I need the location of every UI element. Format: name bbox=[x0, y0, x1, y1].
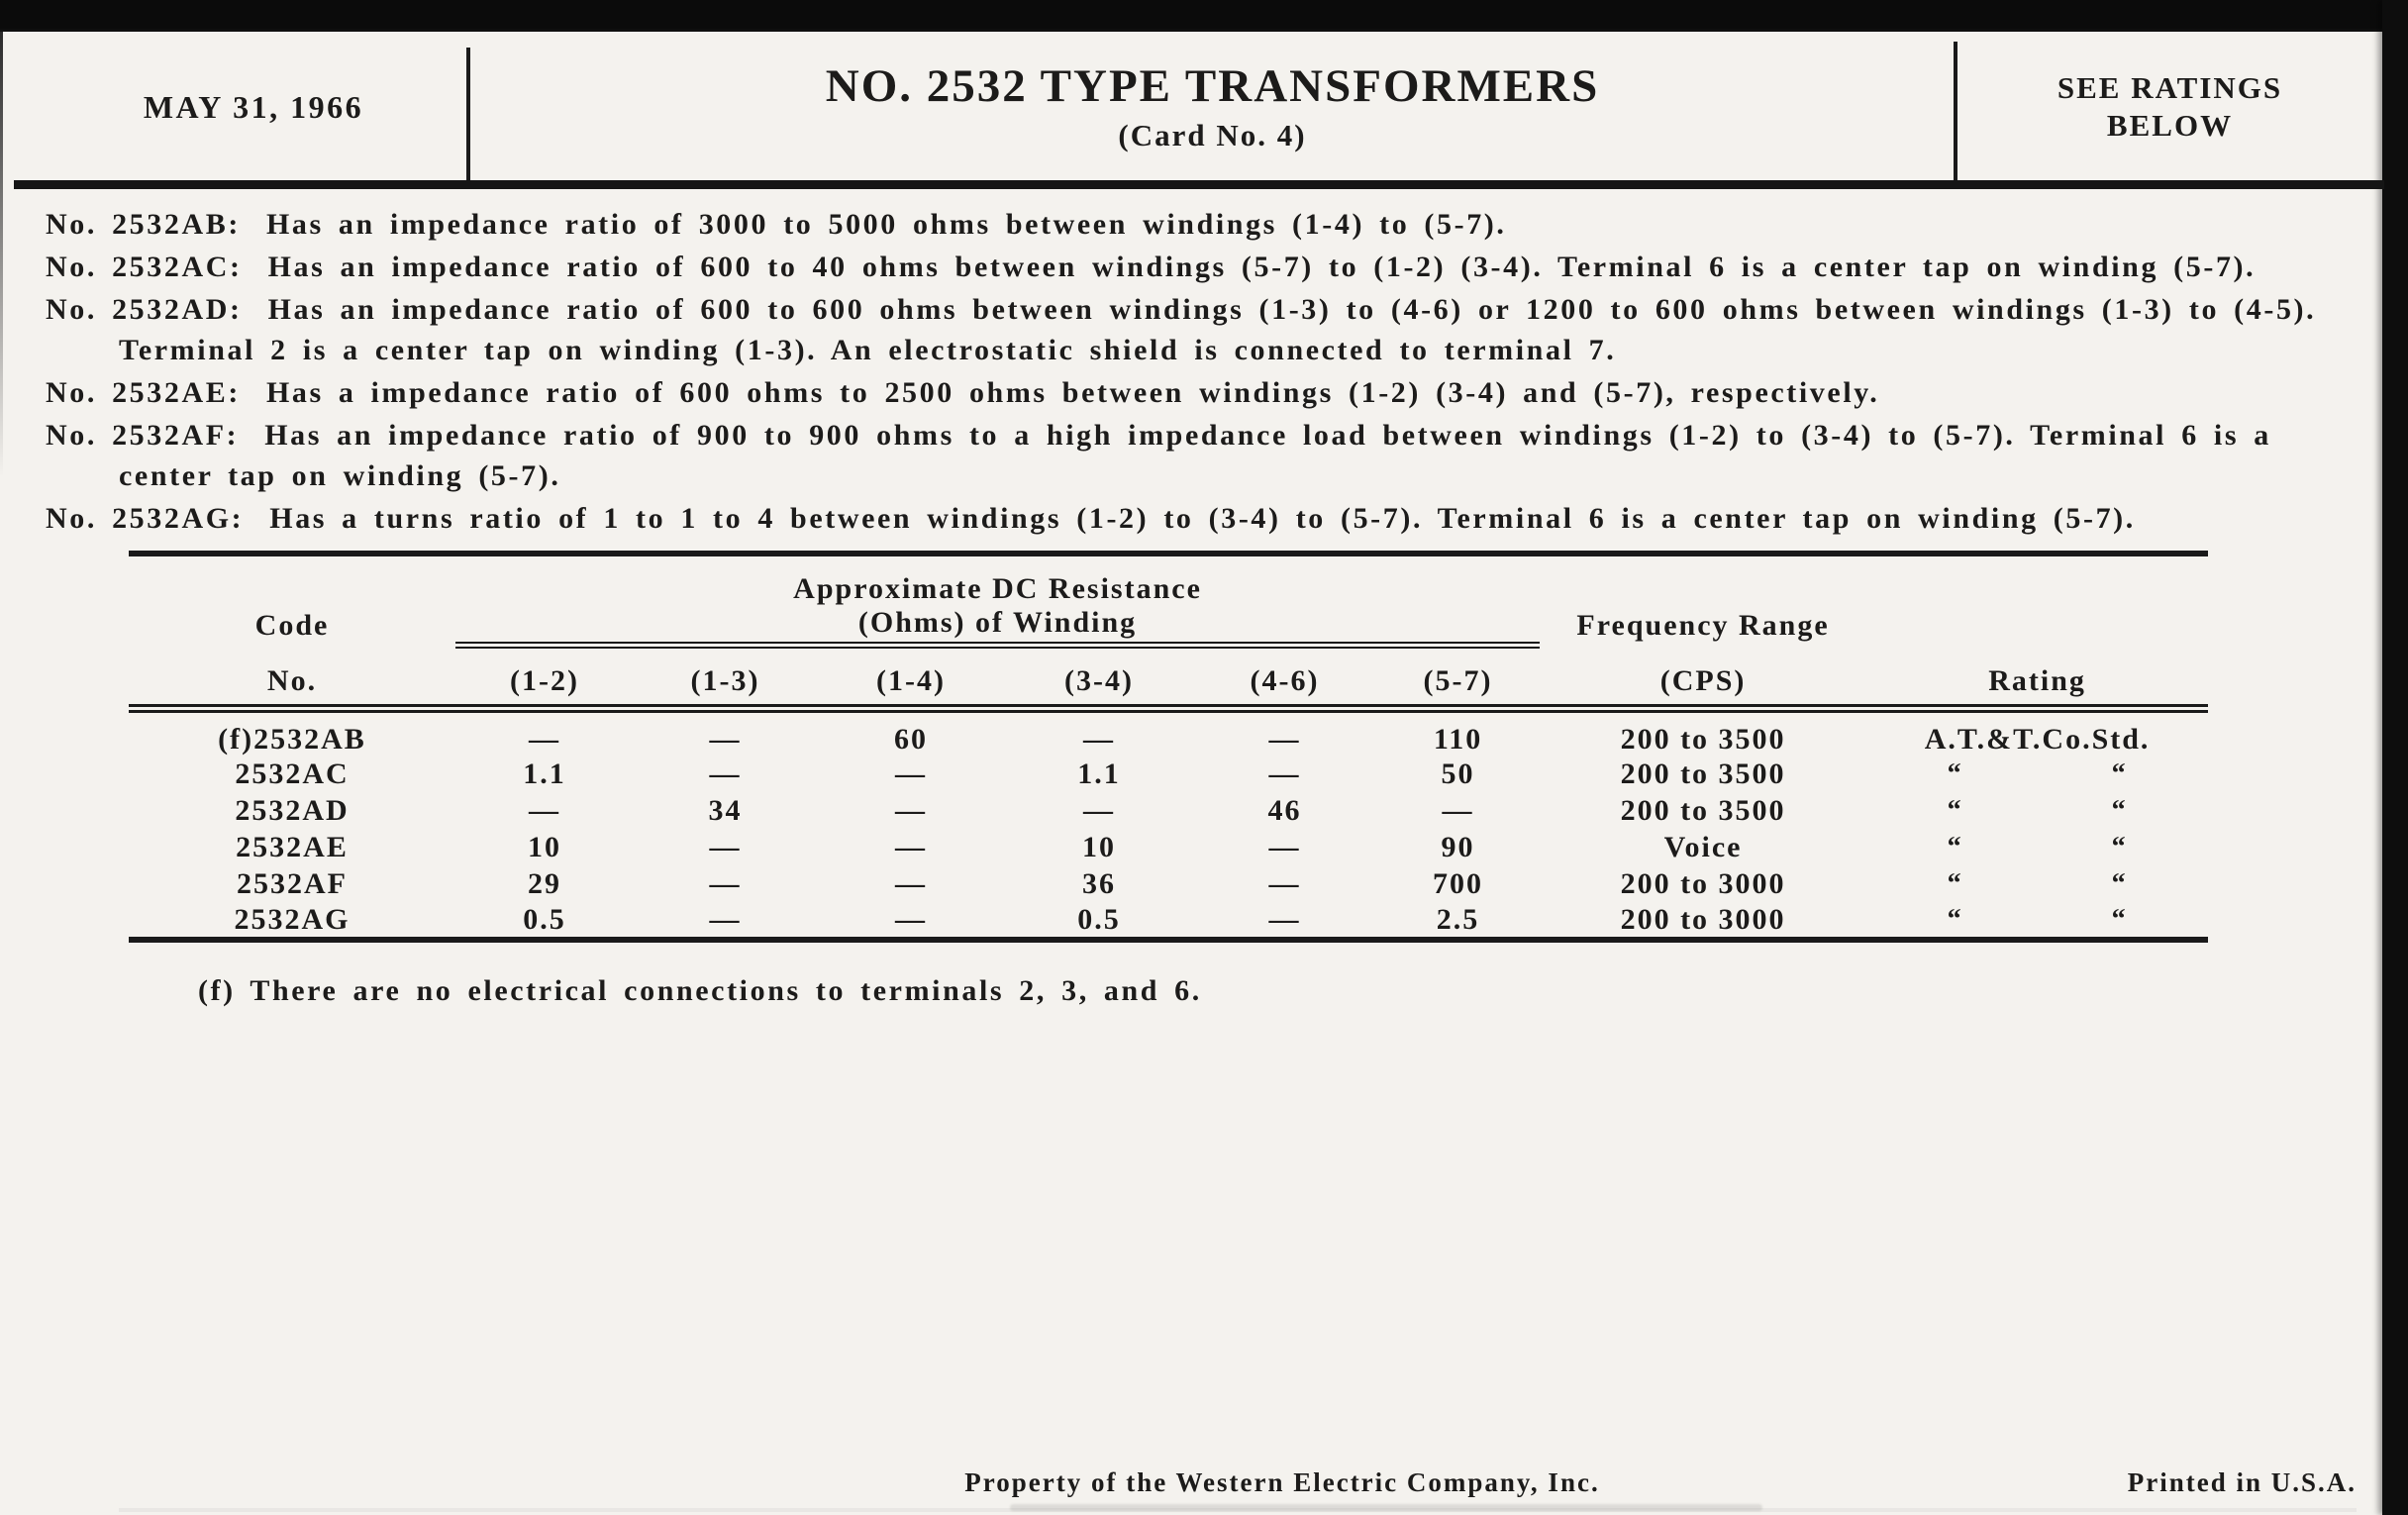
description-item bbox=[46, 498, 2372, 539]
resistance-cell: — bbox=[1442, 794, 1474, 827]
resistance-cell: 1.1 bbox=[523, 758, 566, 790]
resistance-cell: 50 bbox=[1441, 758, 1475, 790]
footnote: (f) There are no electrical connections to terminals 2, 3, and 6. bbox=[198, 974, 1202, 1007]
scan-top-black-band bbox=[0, 0, 2408, 32]
ditto-mark: “ bbox=[1947, 868, 1963, 899]
frequency-header-line2: (CPS) bbox=[1540, 645, 1866, 708]
rating-header: Rating bbox=[1866, 645, 2208, 708]
resistance-cell: — bbox=[709, 758, 742, 790]
description-item bbox=[46, 204, 2372, 245]
ditto-mark: “ bbox=[1947, 832, 1963, 862]
rating-cell bbox=[1866, 793, 2208, 830]
model-description: Has a turns ratio of 1 to 1 to 4 between windings (1-2) to (3-4) to (5-7). Terminal 6 is a center tap on winding (5-7). bbox=[269, 502, 2136, 535]
resistance-cell: — bbox=[1268, 758, 1301, 790]
issue-date: MAY 31, 1966 bbox=[143, 88, 364, 125]
frequency-cell: 200 to 3500 bbox=[1620, 758, 1786, 790]
resistance-cell: 700 bbox=[1433, 867, 1484, 900]
description-item bbox=[46, 247, 2372, 287]
resistance-cell: — bbox=[529, 794, 560, 827]
ditto-mark: “ bbox=[2111, 903, 2128, 935]
resistance-cell: — bbox=[709, 722, 742, 756]
resistance-cell: — bbox=[709, 831, 742, 863]
description-item bbox=[46, 415, 2372, 496]
resistance-cell: 10 bbox=[1082, 831, 1116, 863]
resistance-cell: — bbox=[1083, 722, 1115, 756]
ditto-mark: “ bbox=[2111, 832, 2128, 862]
resistance-cell: 46 bbox=[1267, 794, 1302, 827]
resistance-cell: — bbox=[1268, 902, 1301, 936]
ditto-mark: “ bbox=[1947, 795, 1963, 826]
card-header bbox=[16, 32, 2382, 182]
description-list bbox=[46, 204, 2372, 541]
table-row bbox=[129, 830, 2208, 866]
resistance-cell: 2.5 bbox=[1436, 902, 1480, 936]
resistance-cell: 29 bbox=[528, 867, 561, 900]
resistance-span-header-line2: (Ohms) of Winding bbox=[857, 605, 1138, 639]
model-code-label: No. 2532AE: bbox=[46, 376, 241, 409]
model-description: Has an impedance ratio of 600 to 40 ohms between windings (5-7) to (1-2) (3-4). Terminal 6 is a center tap on winding (5-7). bbox=[267, 251, 2257, 283]
resistance-cell: — bbox=[529, 722, 560, 756]
resistance-cell: — bbox=[895, 867, 927, 900]
card-subtitle: (Card No. 4) bbox=[1118, 118, 1307, 152]
resistance-cell: 60 bbox=[894, 722, 928, 756]
resistance-cell: — bbox=[895, 902, 927, 936]
header-title-block bbox=[471, 32, 1954, 182]
rating-cell bbox=[1866, 830, 2208, 866]
code-header-line2: No. bbox=[129, 645, 455, 708]
resistance-cell: — bbox=[1083, 794, 1115, 827]
code-cell: 2532AD bbox=[235, 794, 350, 827]
winding-col-3-4: (3-4) bbox=[1005, 645, 1193, 708]
frequency-cell: 200 to 3500 bbox=[1620, 722, 1786, 756]
resistance-cell: — bbox=[895, 794, 927, 827]
code-cell: 2532AG bbox=[234, 902, 351, 936]
header-rule bbox=[14, 180, 2384, 189]
footer-property-notice: Property of the Western Electric Company, Inc. bbox=[964, 1467, 1600, 1497]
resistance-cell: — bbox=[709, 867, 742, 900]
header-divider-left bbox=[466, 48, 470, 182]
resistance-cell: — bbox=[1268, 722, 1301, 756]
code-cell: (f)2532AB bbox=[218, 722, 366, 756]
resistance-cell: 10 bbox=[528, 831, 561, 863]
ratings-note-line1: SEE RATINGS bbox=[2057, 70, 2283, 105]
model-code-label: No. 2532AF: bbox=[46, 419, 240, 452]
resistance-cell: 0.5 bbox=[523, 902, 566, 936]
rating-cell bbox=[1866, 757, 2208, 793]
frequency-header-line1: Frequency Range bbox=[1576, 609, 1830, 642]
frequency-cell: 200 to 3000 bbox=[1620, 902, 1786, 936]
winding-col-1-4: (1-4) bbox=[817, 645, 1005, 708]
scan-bottom-smudge-faint bbox=[119, 1508, 2357, 1512]
description-item bbox=[46, 289, 2372, 370]
table-row bbox=[129, 866, 2208, 903]
model-description: Has a impedance ratio of 600 ohms to 2500 ohms between windings (1-2) (3-4) and (5-7), respectively. bbox=[265, 376, 1880, 409]
code-header-line1: Code bbox=[254, 609, 330, 642]
table-row bbox=[129, 708, 2208, 757]
resistance-cell: 36 bbox=[1082, 867, 1116, 900]
rating-header-spacer bbox=[1866, 554, 2208, 645]
code-cell: 2532AC bbox=[235, 758, 350, 790]
resistance-cell: 0.5 bbox=[1077, 902, 1121, 936]
resistance-cell: 1.1 bbox=[1077, 758, 1121, 790]
rating-cell bbox=[1866, 903, 2208, 940]
resistance-cell: 90 bbox=[1441, 831, 1475, 863]
description-item bbox=[46, 372, 2372, 413]
code-cell: 2532AE bbox=[236, 831, 349, 863]
card-title: NO. 2532 TYPE TRANSFORMERS bbox=[825, 60, 1600, 112]
table-header-row-top bbox=[129, 554, 2208, 645]
ditto-mark: “ bbox=[2111, 795, 2128, 826]
table-row bbox=[129, 757, 2208, 793]
ratings-note-line2: BELOW bbox=[2106, 108, 2234, 143]
resistance-cell: — bbox=[1268, 867, 1301, 900]
model-description: Has an impedance ratio of 600 to 600 ohms between windings (1-3) to (4-6) or 1200 to 600 ohms between windings (1-3) to (4-5). Terminal 2 is a center tap on winding (1-3). An electrostatic shield is connected to terminal 7. bbox=[119, 293, 2317, 366]
resistance-cell: — bbox=[895, 831, 927, 863]
model-code-label: No. 2532AG: bbox=[46, 502, 245, 535]
ditto-mark: “ bbox=[1947, 903, 1963, 935]
resistance-cell: 110 bbox=[1433, 722, 1483, 756]
resistance-cell: 34 bbox=[708, 794, 743, 827]
winding-col-1-2: (1-2) bbox=[455, 645, 634, 708]
table-header-row-bottom bbox=[129, 645, 2208, 708]
scan-right-black-band bbox=[2382, 0, 2408, 1515]
ratings-note bbox=[1957, 32, 2382, 182]
resistance-cell: — bbox=[1268, 831, 1301, 863]
frequency-cell: Voice bbox=[1663, 831, 1743, 863]
table-row bbox=[129, 903, 2208, 940]
resistance-cell: — bbox=[709, 902, 742, 936]
model-code-label: No. 2532AC: bbox=[46, 251, 243, 283]
scan-left-edge-line bbox=[0, 32, 3, 477]
winding-col-1-3: (1-3) bbox=[634, 645, 817, 708]
ditto-mark: “ bbox=[2111, 758, 2128, 789]
code-cell: 2532AF bbox=[237, 867, 348, 900]
resistance-cell: — bbox=[895, 758, 927, 790]
resistance-span-header bbox=[455, 554, 1540, 645]
rating-cell bbox=[1866, 866, 2208, 903]
winding-col-4-6: (4-6) bbox=[1193, 645, 1376, 708]
winding-col-5-7: (5-7) bbox=[1376, 645, 1540, 708]
frequency-cell: 200 to 3500 bbox=[1620, 794, 1786, 827]
rating-cell: A.T.&T.Co.Std. bbox=[1924, 722, 2151, 756]
frequency-cell: 200 to 3000 bbox=[1620, 867, 1786, 900]
dc-resistance-table bbox=[129, 551, 2208, 943]
table-row bbox=[129, 793, 2208, 830]
ditto-mark: “ bbox=[1947, 758, 1963, 789]
footer-printed-in: Printed in U.S.A. bbox=[2127, 1467, 2357, 1497]
ditto-mark: “ bbox=[2111, 868, 2128, 899]
model-code-label: No. 2532AB: bbox=[46, 208, 241, 241]
resistance-span-header-line1: Approximate DC Resistance bbox=[793, 571, 1202, 605]
model-description: Has an impedance ratio of 900 to 900 ohms to a high impedance load between windings (1-2) to (3-4) to (5-7). Terminal 6 is a center tap on winding (5-7). bbox=[119, 419, 2271, 492]
model-code-label: No. 2532AD: bbox=[46, 293, 243, 326]
model-description: Has an impedance ratio of 3000 to 5000 ohms between windings (1-4) to (5-7). bbox=[265, 208, 1507, 241]
